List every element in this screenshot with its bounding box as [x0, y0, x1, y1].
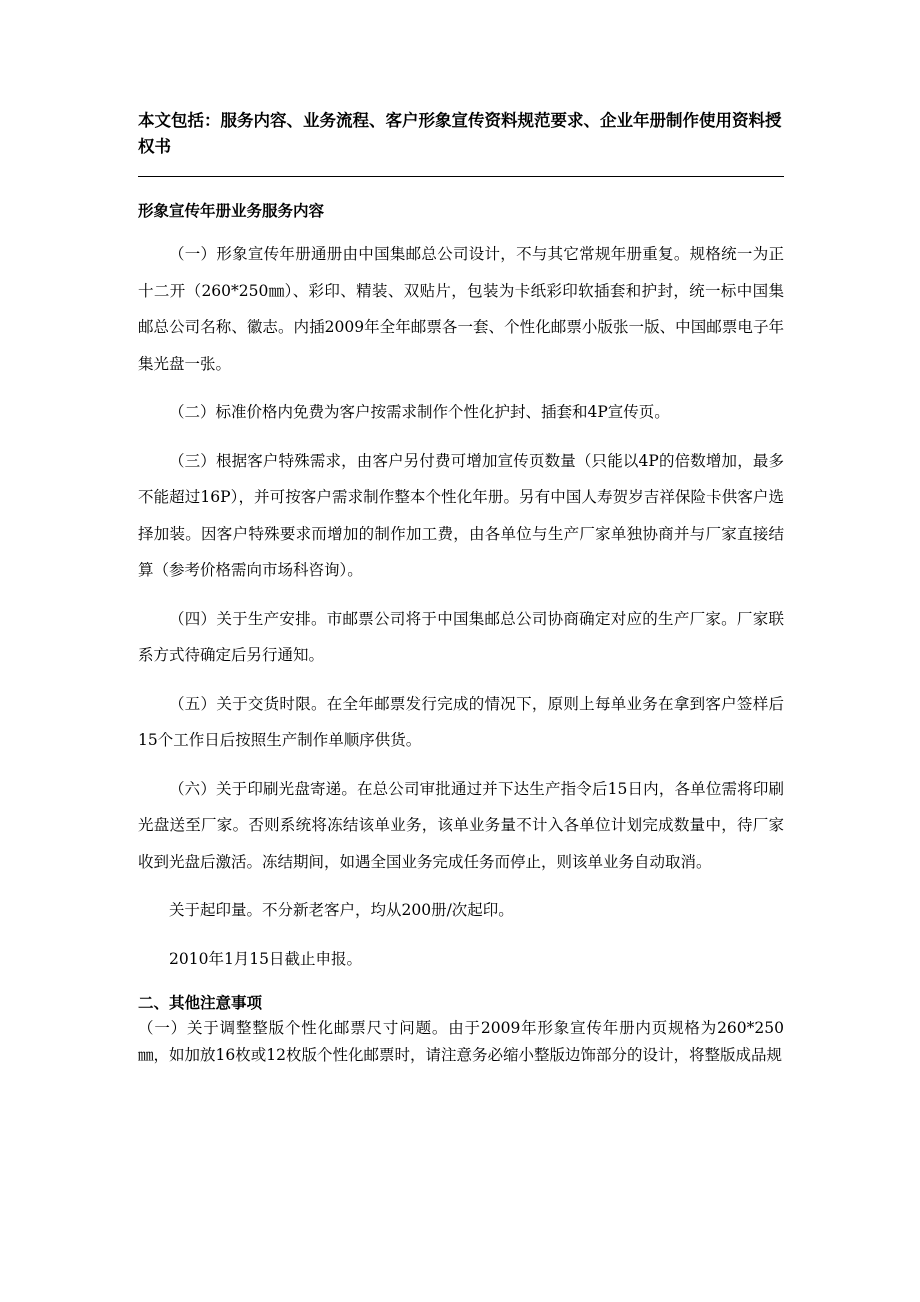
paragraph-8: 2010年1月15日截止申报。 [169, 949, 363, 968]
section-1-title: 形象宣传年册业务服务内容 [138, 202, 325, 220]
paragraph-7: 关于起印量。不分新老客户，均从200册/次起印。 [169, 901, 514, 919]
paragraph-3: （三）根据客户特殊需求，由客户另付费可增加宣传页数量（只能以4P的倍数增加，最多不能超过16P），并可按客户需求制作整本个性化年册。另有中国人寿贺岁吉祥保险卡供客户选择加装。因客户特殊要求而增加的制作加工费，由各单位与生产厂家单独协商并与厂家直接结算（参考价格需向市场科咨询）。 [138, 451, 784, 579]
paragraph-1: （一）形象宣传年册通册由中国集邮总公司设计，不与其它常规年册重复。规格统一为正十二开（260*250㎜）、彩印、精装、双贴片，包装为卡纸彩印软插套和护封，统一标中国集邮总公司名称、徽志。内插2009年全年邮票各一套、个性化邮票小版张一版、中国邮票电子年集光盘一张。 [138, 245, 784, 373]
section-2-paragraph: （一）关于调整整版个性化邮票尺寸问题。由于2009年形象宣传年册内页规格为260*250㎜，如加放16枚或12枚版个性化邮票时，请注意务必缩小整版边饰部分的设计，将整版成品规 [138, 1019, 784, 1064]
paragraph-4: （四）关于生产安排。市邮票公司将于中国集邮总公司协商确定对应的生产厂家。厂家联系方式待确定后另行通知。 [138, 609, 784, 664]
document-page [138, 108, 784, 1069]
paragraph-5: （五）关于交货时限。在全年邮票发行完成的情况下，原则上每单业务在拿到客户签样后15个工作日后按照生产制作单顺序供货。 [138, 694, 784, 749]
paragraph-6: （六）关于印刷光盘寄递。在总公司审批通过并下达生产指令后15日内，各单位需将印刷光盘送至厂家。否则系统将冻结该单业务，该单业务量不计入各单位计划完成数量中，待厂家收到光盘后激活。冻结期间，如遇全国业务完成任务而停止，则该单业务自动取消。 [138, 779, 784, 871]
horizontal-divider [138, 176, 784, 177]
section-2-title: 二、其他注意事项 [138, 994, 263, 1012]
paragraph-2: （二）标准价格内免费为客户按需求制作个性化护封、插套和4P宣传页。 [169, 403, 670, 421]
document-intro: 本文包括：服务内容、业务流程、客户形象宣传资料规范要求、企业年册制作使用资料授权书 [138, 111, 782, 156]
